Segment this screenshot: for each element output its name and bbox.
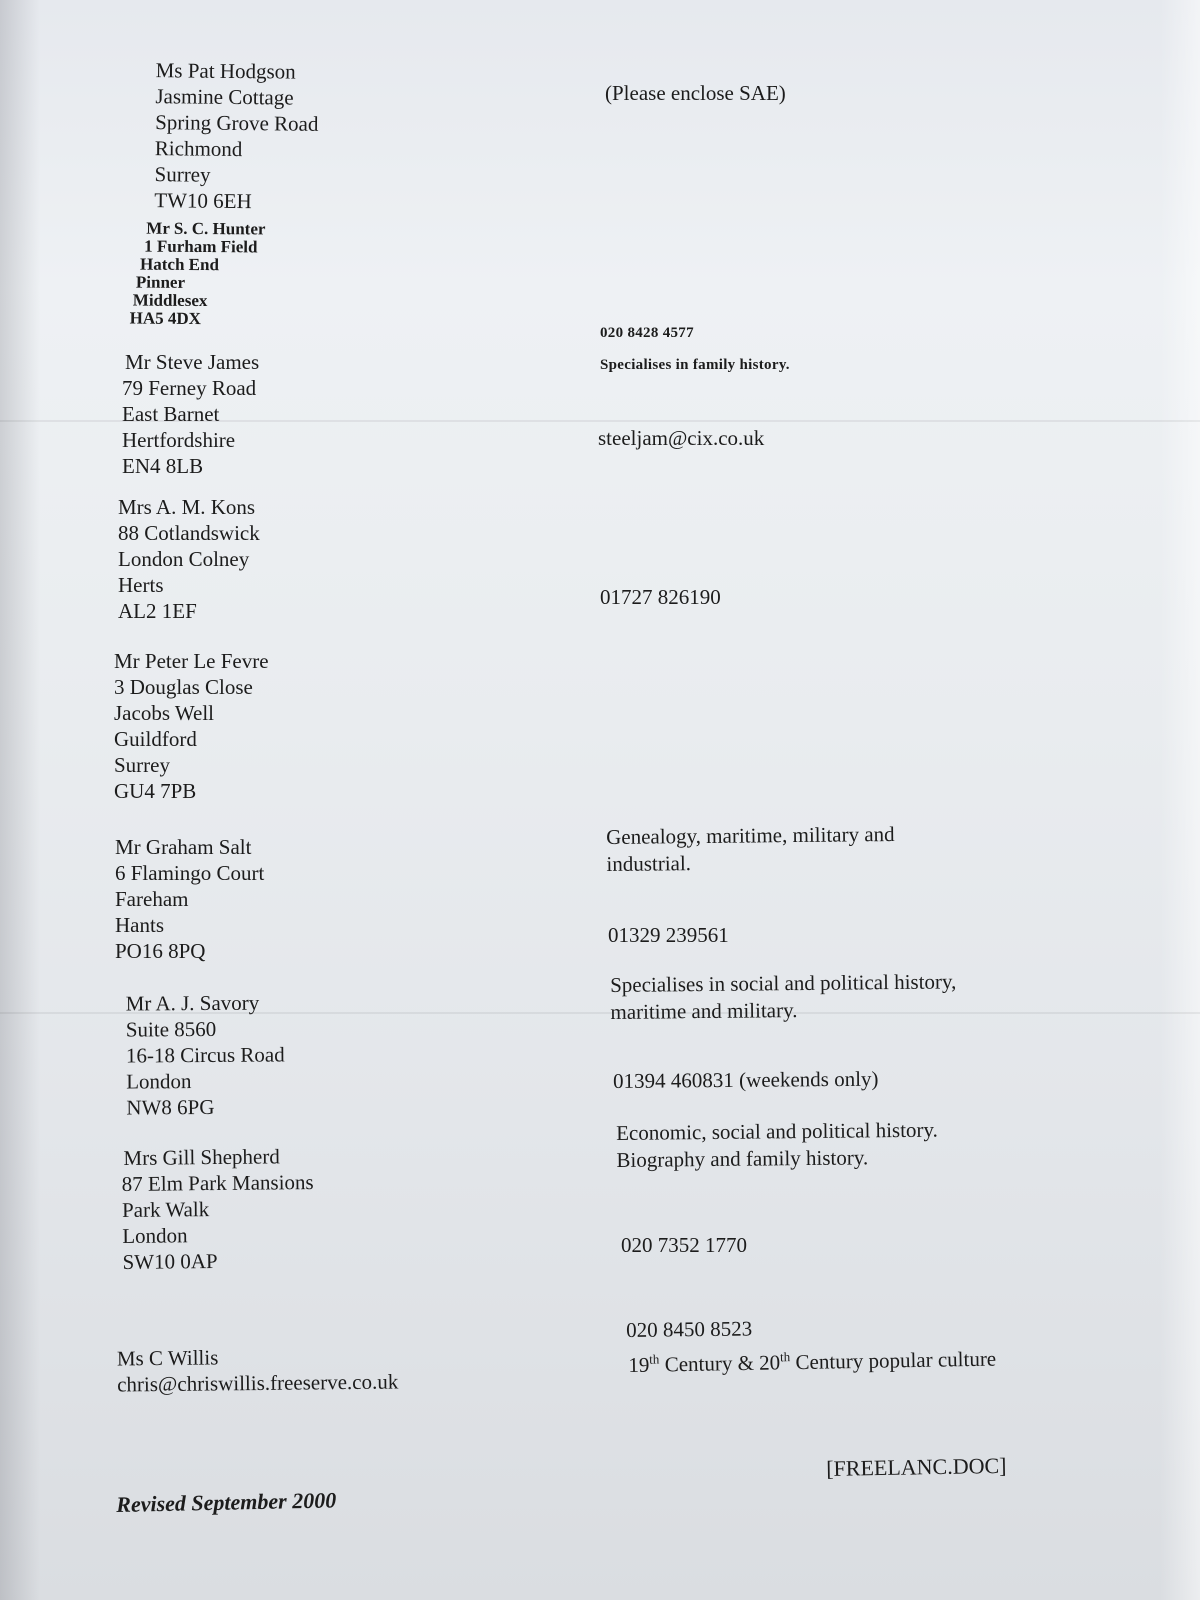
postcode: NW8 6PG [126,1094,215,1120]
address-line: Surrey [154,162,211,187]
culture-part: 19 [628,1352,650,1377]
contact-name: Mr S. C. Hunter [146,218,266,239]
address-line: 6 Flamingo Court [115,861,265,885]
address-line: East Barnet [122,402,220,426]
contact-name: Mr A. J. Savory [125,990,260,1016]
address-block [122,349,259,479]
postcode: AL2 1EF [118,599,197,623]
specialism-line: industrial. [606,851,692,876]
note: (Please enclose SAE) [605,81,786,105]
address-block [117,1343,399,1398]
address-line: 1 Furham Field [144,236,258,257]
phone-number: 01394 460831 (weekends only) [613,1066,879,1093]
page-highlight [1160,0,1200,1600]
address-block [115,834,264,964]
address-line: Jacobs Well [114,701,214,725]
address-line: 87 Elm Park Mansions [121,1169,314,1197]
document-reference: [FREELANC.DOC] [826,1452,1007,1481]
address-line: Surrey [114,753,170,777]
specialism-note: Specialises in family history. [600,357,790,373]
phone-number: 020 7352 1770 [621,1233,747,1257]
specialism-line: Biography and family history. [616,1145,869,1172]
specialism-note [616,1117,938,1174]
postcode: TW10 6EH [154,188,252,214]
postcode: GU4 7PB [114,779,197,803]
address-block [126,989,286,1120]
address-line: Richmond [154,136,243,162]
phone-number: 01727 826190 [600,585,721,609]
postcode: EN4 8LB [122,454,204,478]
address-block [154,57,319,215]
specialism-line: Specialises in social and political history, [610,969,957,997]
address-block [114,648,269,804]
address-line: 88 Cotlandswick [118,521,260,545]
address-line: Jasmine Cottage [155,84,294,110]
address-line: Fareham [115,887,189,911]
phone-number: 020 8428 4577 [600,325,694,341]
culture-part: Century & 20 [659,1350,781,1377]
specialism-line: Genealogy, maritime, military and [606,821,895,849]
address-line: Guildford [114,727,197,751]
address-line: Pinner [135,272,186,292]
address-block [121,1143,314,1275]
contact-name: Ms Pat Hodgson [155,58,296,84]
specialism-line: maritime and military. [610,998,798,1024]
postcode: PO16 8PQ [115,939,206,963]
address-line: Suite 8560 [125,1016,217,1042]
postcode: SW10 0AP [122,1249,218,1275]
postcode: HA5 4DX [129,308,202,329]
page-shadow [0,0,40,1600]
phone-number: 01329 239561 [608,923,729,947]
address-line: Park Walk [121,1197,210,1223]
specialism-note [628,1340,996,1379]
address-line: 16-18 Circus Road [125,1042,285,1068]
contact-name: Mr Steve James [125,350,260,374]
revision-date: Revised September 2000 [116,1487,337,1517]
address-line: London [122,1223,188,1249]
culture-part: Century popular culture [790,1346,997,1375]
contact-name: Mrs Gill Shepherd [123,1144,280,1170]
specialism-note [610,968,957,1026]
contact-name: Mr Peter Le Fevre [114,649,269,673]
address-block [130,220,266,329]
address-line: 79 Ferney Road [122,376,257,400]
address-line: 3 Douglas Close [114,675,253,699]
address-line: Herts [118,573,164,597]
ordinal-suffix: th [649,1351,660,1367]
address-block [118,494,260,624]
address-line: Hertfordshire [122,428,236,452]
address-line: Spring Grove Road [155,110,319,136]
specialism-line: Economic, social and political history. [616,1117,938,1145]
contact-name: Mr Graham Salt [115,835,252,859]
contact-name: Mrs A. M. Kons [118,495,256,519]
contact-name: Ms C Willis [116,1345,219,1371]
address-line: London [126,1069,192,1094]
address-line: Middlesex [132,290,208,311]
address-line: Hants [115,913,164,937]
phone-number: 020 8450 8523 [626,1316,753,1342]
email-address: steeljam@cix.co.uk [598,426,765,450]
address-line: London Colney [118,547,250,571]
address-line: Hatch End [140,254,220,275]
email-address: chris@chriswillis.freeserve.co.uk [117,1369,399,1397]
specialism-note [606,821,895,878]
ordinal-suffix: th [779,1349,791,1365]
